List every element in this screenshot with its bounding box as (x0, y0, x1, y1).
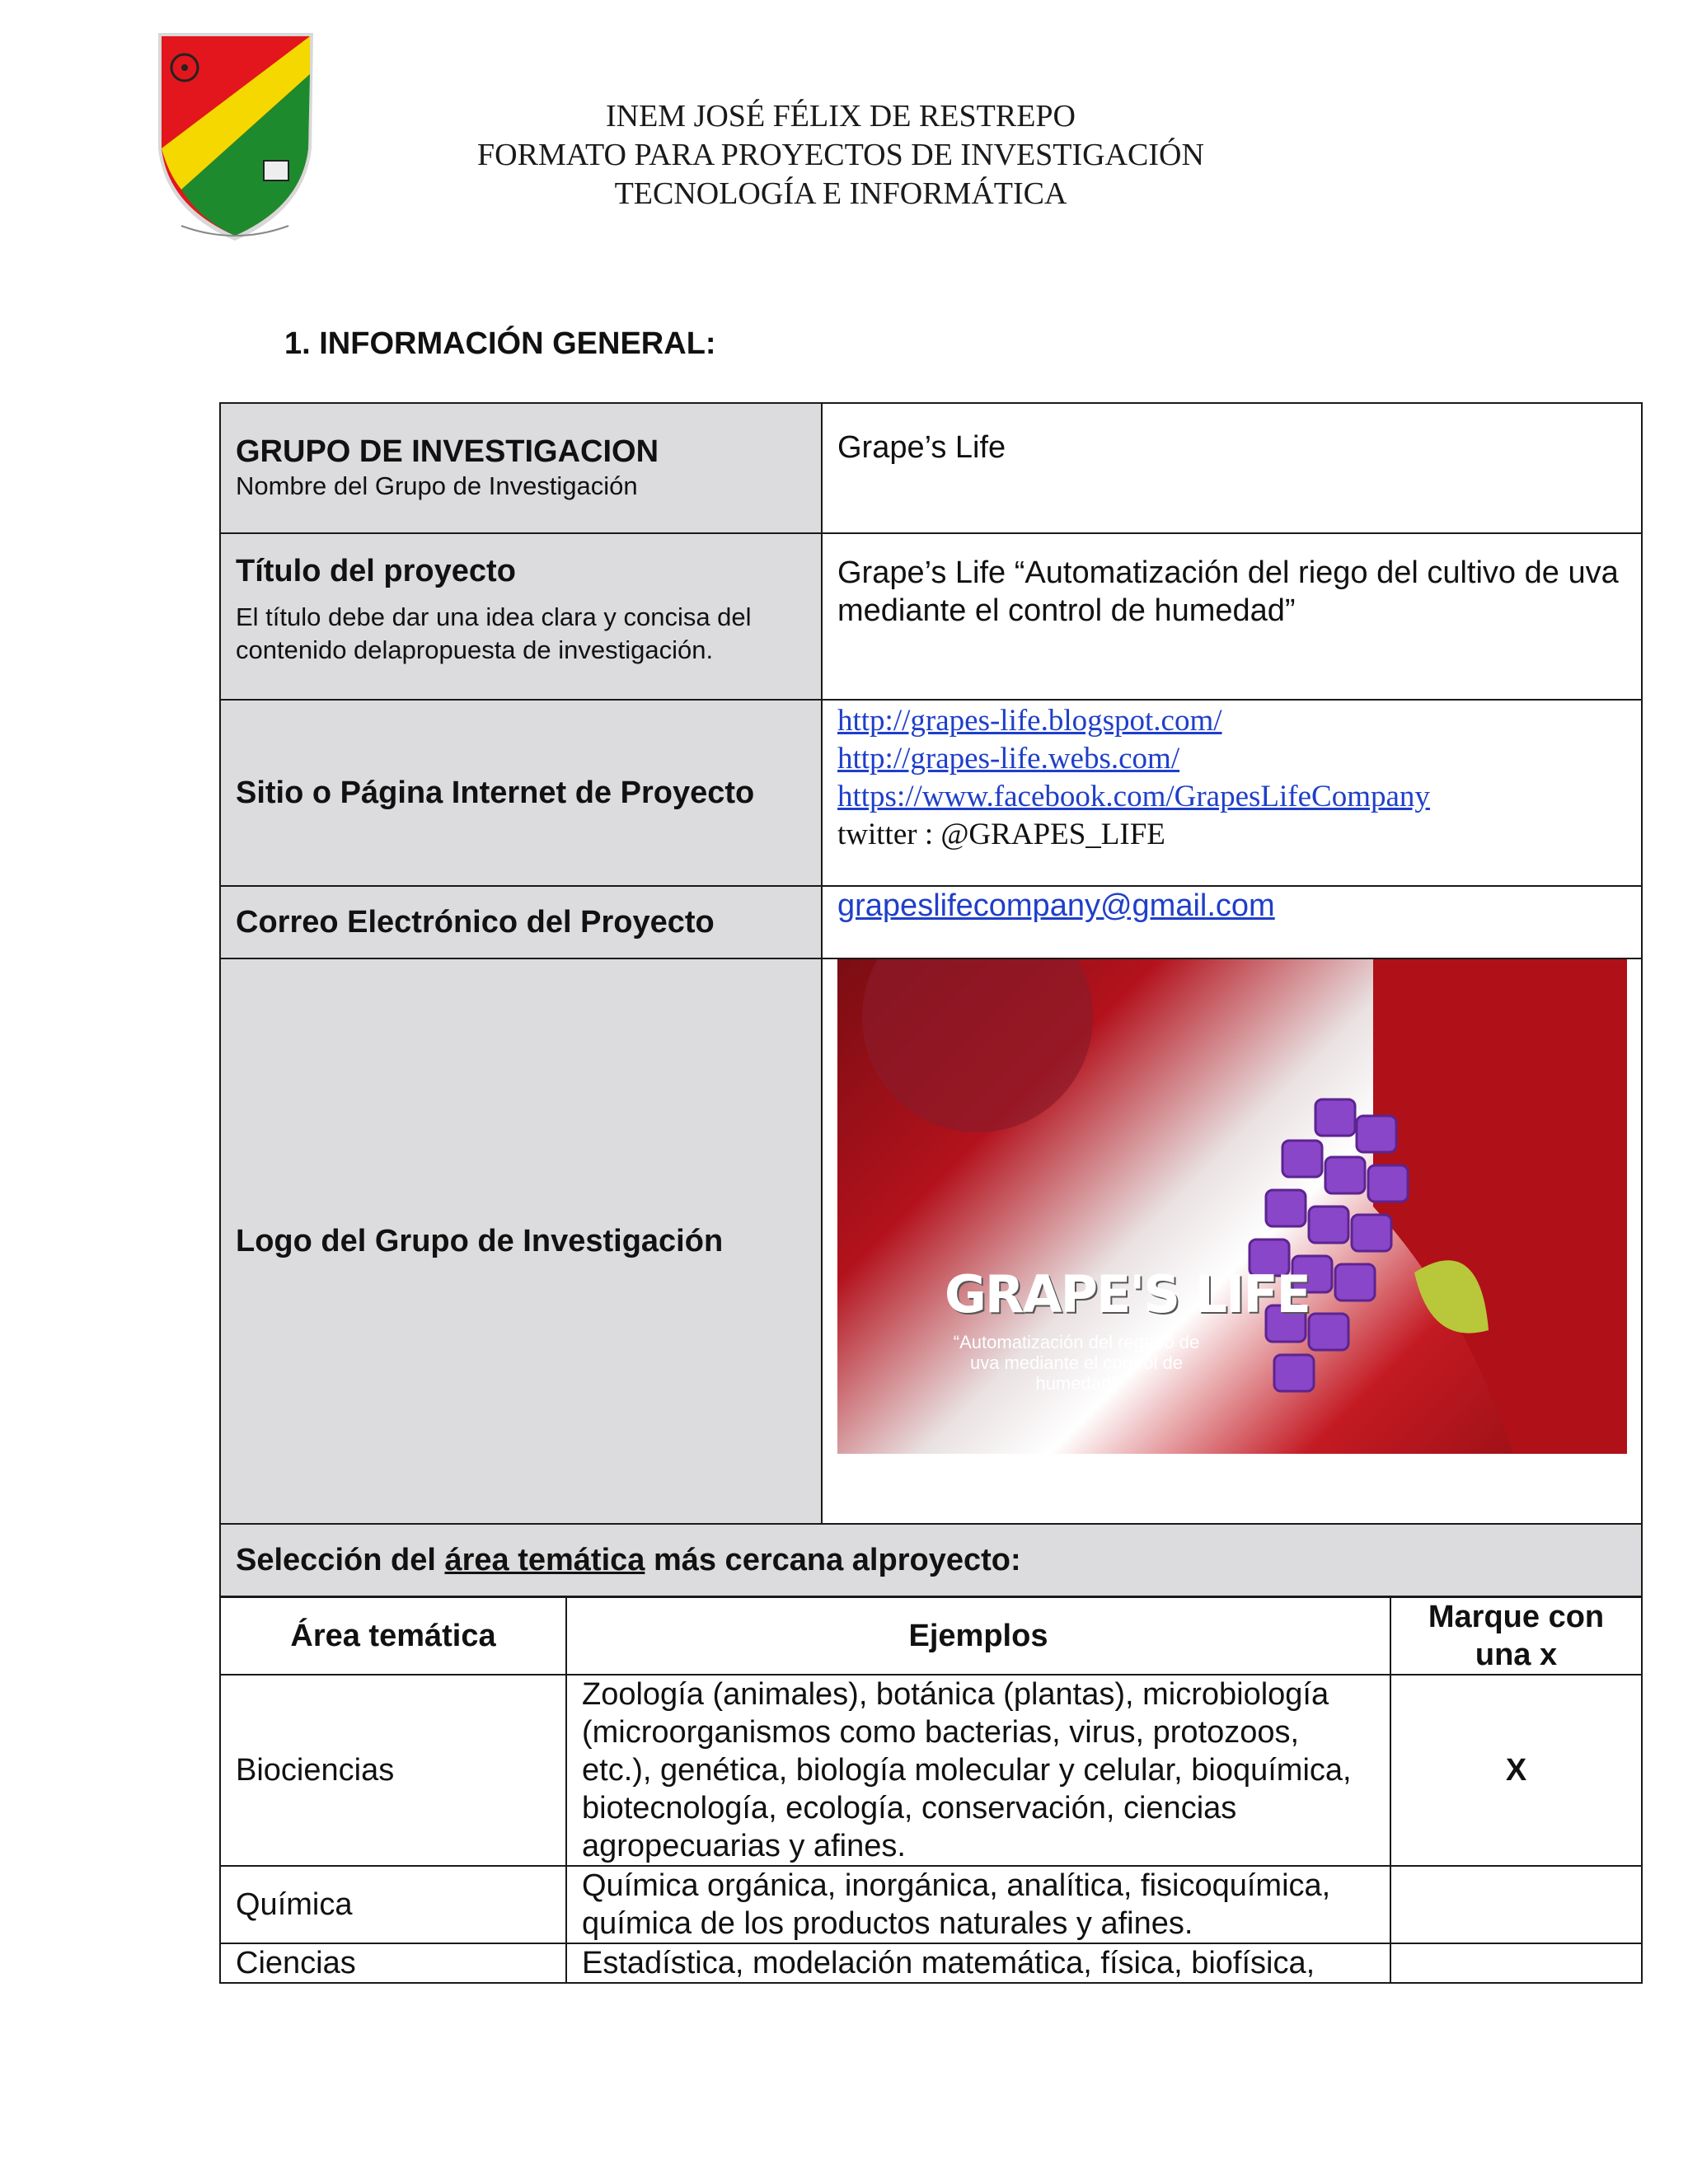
sitio-label-cell (220, 700, 822, 886)
titulo-label: Título del proyecto (236, 554, 516, 588)
correo-label: Correo Electrónico del Proyecto (236, 904, 715, 940)
row-correo (220, 886, 1642, 958)
correo-label-cell (220, 886, 822, 958)
ejemplos-cell: Estadística, modelación matemática, física, biofísica, (566, 1943, 1390, 1983)
marca-cell[interactable] (1390, 1866, 1642, 1943)
titulo-value: Grape’s Life “Automatización del riego del cultivo de uva mediante el control de humedad” (837, 555, 1619, 628)
titulo-sublabel: El título debe dar una idea clara y concisa del contenido delapropuesta de investigación. (236, 602, 752, 664)
area-cell: Ciencias (220, 1943, 566, 1983)
areas-table (219, 1596, 1643, 1984)
grupo-label-cell (220, 403, 822, 533)
header-ejemplos: Ejemplos (566, 1597, 1390, 1675)
marca-cell[interactable]: X (1390, 1675, 1642, 1866)
general-info-table (219, 402, 1643, 1597)
areas-header-row (220, 1597, 1642, 1675)
row-logo (220, 958, 1642, 1524)
logo-value-cell (822, 958, 1642, 1524)
section-title: 1. INFORMACIÓN GENERAL: (284, 326, 716, 361)
marca-cell[interactable] (1390, 1943, 1642, 1983)
ejemplos-cell: Química orgánica, inorgánica, analítica, fisicoquímica, química de los productos naturales y afines. (566, 1866, 1390, 1943)
logo-subtitle-text: “Automatización del regado de uva mediante el control de humedad” (953, 1332, 1200, 1394)
table-row (220, 1866, 1642, 1943)
twitter-handle: twitter : @GRAPES_LIFE (837, 818, 1165, 851)
document-header (313, 97, 1368, 213)
email-link[interactable]: grapeslifecompany@gmail.com (837, 888, 1275, 923)
correo-value-cell (822, 886, 1642, 958)
header-line-1: INEM JOSÉ FÉLIX DE RESTREPO (605, 99, 1076, 134)
area-cell: Biociencias (220, 1675, 566, 1866)
table-row (220, 1943, 1642, 1983)
facebook-link[interactable]: https://www.facebook.com/GrapesLifeCompany (837, 780, 1430, 813)
logo-title-text: GRAPE'S LIFE (945, 1264, 1310, 1324)
header-marque: Marque con una x (1390, 1597, 1642, 1675)
row-titulo (220, 533, 1642, 700)
grapes-life-logo-image (837, 959, 1627, 1454)
seleccion-post: más cercana alproyecto: (645, 1542, 1021, 1577)
header-line-2: FORMATO PARA PROYECTOS DE INVESTIGACIÓN (477, 138, 1204, 172)
ejemplos-cell: Zoología (animales), botánica (plantas), microbiología (microorganismos como bacterias, virus, protozoos, etc.), genética, biología molecular y celular, bioquímica, biotecnología, ecología, conservación, ciencias agropecuarias y afines. (566, 1675, 1390, 1866)
row-grupo (220, 403, 1642, 533)
seleccion-underlined: área temática (444, 1542, 645, 1577)
titulo-label-cell (220, 533, 822, 700)
webs-link[interactable]: http://grapes-life.webs.com/ (837, 742, 1180, 776)
grupo-value: Grape’s Life (837, 430, 1006, 465)
area-cell: Química (220, 1866, 566, 1943)
logo-label: Logo del Grupo de Investigación (236, 1223, 724, 1258)
seleccion-pre: Selección del (236, 1542, 445, 1577)
sitio-value-cell (822, 700, 1642, 886)
row-sitio (220, 700, 1642, 886)
sitio-label: Sitio o Página Internet de Proyecto (236, 775, 755, 810)
blogspot-link[interactable]: http://grapes-life.blogspot.com/ (837, 704, 1222, 738)
grupo-label: GRUPO DE INVESTIGACION (236, 434, 659, 469)
logo-label-cell (220, 958, 822, 1524)
table-row (220, 1675, 1642, 1866)
titulo-value-cell (822, 533, 1642, 700)
header-line-3: TECNOLOGÍA E INFORMÁTICA (614, 176, 1067, 211)
header-area: Área temática (220, 1597, 566, 1675)
school-shield-logo (148, 25, 321, 247)
seleccion-cell (220, 1524, 1642, 1596)
grupo-sublabel: Nombre del Grupo de Investigación (236, 471, 638, 500)
grupo-value-cell (822, 403, 1642, 533)
row-seleccion (220, 1524, 1642, 1596)
